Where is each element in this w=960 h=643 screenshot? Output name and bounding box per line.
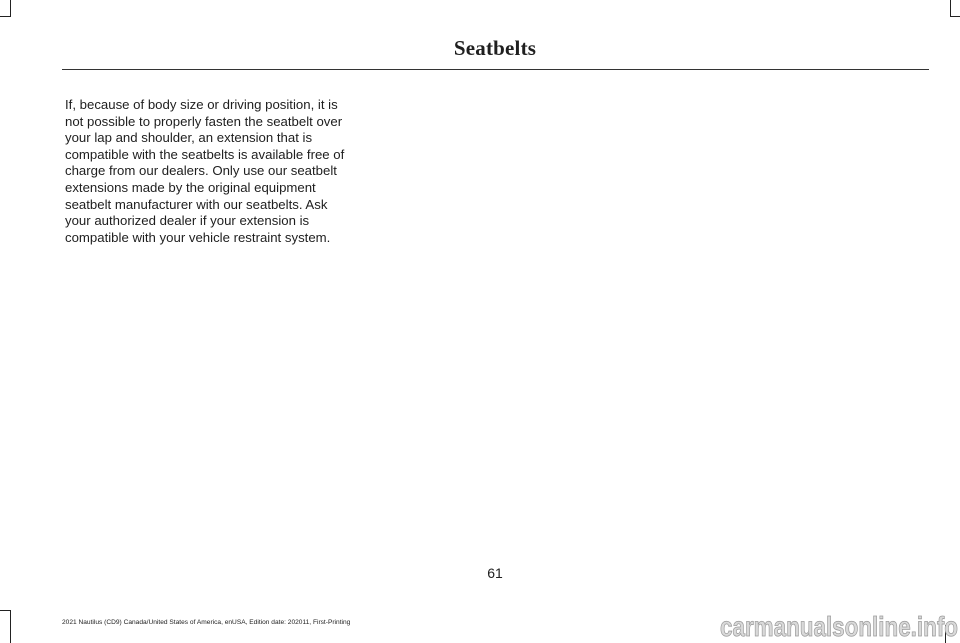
watermark-logo [718,606,960,643]
page-number: 61 [487,565,503,581]
edition-footer: 2021 Nautilus (CD9) Canada/United States of America, enUSA, Edition date: 202011, First-Printing [62,619,351,626]
crop-mark-top-left-vertical [10,0,11,17]
crop-mark-top-right-vertical [950,0,951,17]
watermark-svg [718,606,960,643]
crop-mark-bottom-left-vertical [10,610,11,643]
body-paragraph: If, because of body size or driving position, it is not possible to properly fasten the seatbelt over your lap and shoulder, an extension that is compatible with the seatbelts is available free of charge from our dealers. Only use our seatbelt extensions made by the original equipment seatbelt manufacturer with our seatbelts. Ask your authorized dealer if your extension is compatible with your vehicle restraint system. [65,97,345,245]
page-title: Seatbelts [453,36,537,60]
watermark-text: carmanualsonline.info [720,611,958,642]
crop-mark-bottom-left-horizontal [0,610,11,611]
header-divider [62,69,929,70]
crop-mark-top-left-horizontal [0,16,11,17]
crop-mark-top-right-horizontal [950,16,960,17]
